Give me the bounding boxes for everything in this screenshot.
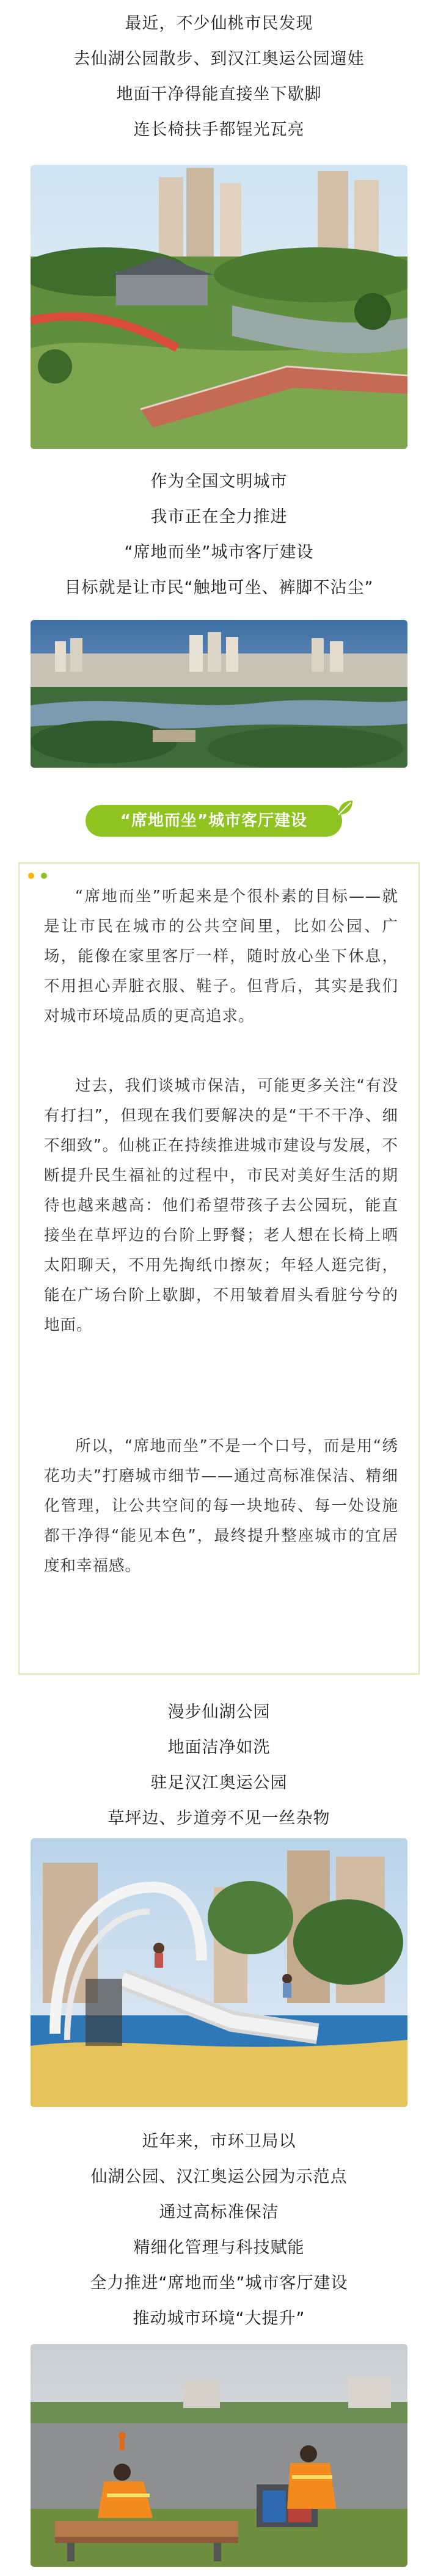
article-box <box>18 862 420 1675</box>
park-line: 地面洁净如洗 <box>167 1738 271 1757</box>
middle-line: 我市正在全力推进 <box>150 508 288 526</box>
decor-dots <box>28 870 51 881</box>
park-line: 漫步仙湖公园 <box>167 1703 271 1722</box>
middle-line: 作为全国文明城市 <box>150 472 288 491</box>
article-paragraph: 过去，我们谈城市保洁，可能更多关注“有没有打扫”，但现在我们要解决的是“干不干净、细不细致”。仙桃正在持续推进城市建设与发展，不断提升民生福祉的过程中，市民对美好生活的期待也越来越高：他们希望带孩子去公园玩，能直接坐在草坪边的台阶上野餐；老人想在长椅上晒太阳聊天，不用先掏纸巾擦灰；年轻人逛完街，能在广场台阶上歇脚，不用皱着眉头看脏兮兮的地面。 <box>44 1077 398 1334</box>
closing-line: 推动城市环境“大提升” <box>133 2309 305 2328</box>
closing-line: 近年来，市环卫局以 <box>142 2132 296 2151</box>
closing-line: 仙湖公园、汉江奥运公园为示范点 <box>90 2167 348 2186</box>
intro-text <box>0 6 438 148</box>
dot-icon <box>28 873 34 879</box>
closing-text <box>0 2124 438 2337</box>
middle-line: “席地而坐”城市客厅建设 <box>124 543 314 562</box>
city-aerial-photo <box>31 620 407 768</box>
section-title: “席地而坐”城市客厅建设 <box>86 805 342 837</box>
closing-line: 精细化管理与科技赋能 <box>133 2238 305 2257</box>
intro-line: 地面干净得能直接坐下歇脚 <box>116 85 322 104</box>
closing-line: 通过高标准保洁 <box>159 2203 279 2222</box>
park-line: 驻足汉江奥运公园 <box>150 1774 288 1792</box>
closing-line: 全力推进“席地而坐”城市客厅建设 <box>90 2274 348 2293</box>
park-line: 草坪边、步道旁不见一丝杂物 <box>108 1809 330 1828</box>
park-photo-lake-boardwalk <box>31 165 407 449</box>
playground-slide-photo <box>31 1838 407 2107</box>
sanitation-workers-photo <box>31 2344 407 2567</box>
article-paragraph: “席地而坐”听起来是个很朴素的目标——就是让市民在城市的公共空间里，比如公园、广场，能像在家里客厅一样，随时放心坐下休息，不用担心弄脏衣服、鞋子。但背后，其实是我们对城市环境品质的更高追求。 <box>44 887 398 1025</box>
dot-icon <box>41 873 47 879</box>
middle-line: 目标就是让市民“触地可坐、裤脚不沾尘” <box>64 578 374 597</box>
park-text <box>0 1695 438 1836</box>
intro-line: 去仙湖公园散步、到汉江奥运公园遛娃 <box>73 49 365 68</box>
section-title-badge <box>86 799 354 838</box>
leaf-icon <box>336 799 354 817</box>
middle-text <box>0 464 438 606</box>
article-paragraph: 所以，“席地而坐”不是一个口号，而是用“绣花功夫”打磨城市细节——通过高标准保洁、精细化管理，让公共空间的每一块地砖、每一处设施都干净得“能见本色”，最终提升整座城市的宜居度和幸福感。 <box>44 1437 398 1575</box>
intro-line: 连长椅扶手都锃光瓦亮 <box>133 120 305 139</box>
intro-line: 最近，不少仙桃市民发现 <box>125 14 313 33</box>
